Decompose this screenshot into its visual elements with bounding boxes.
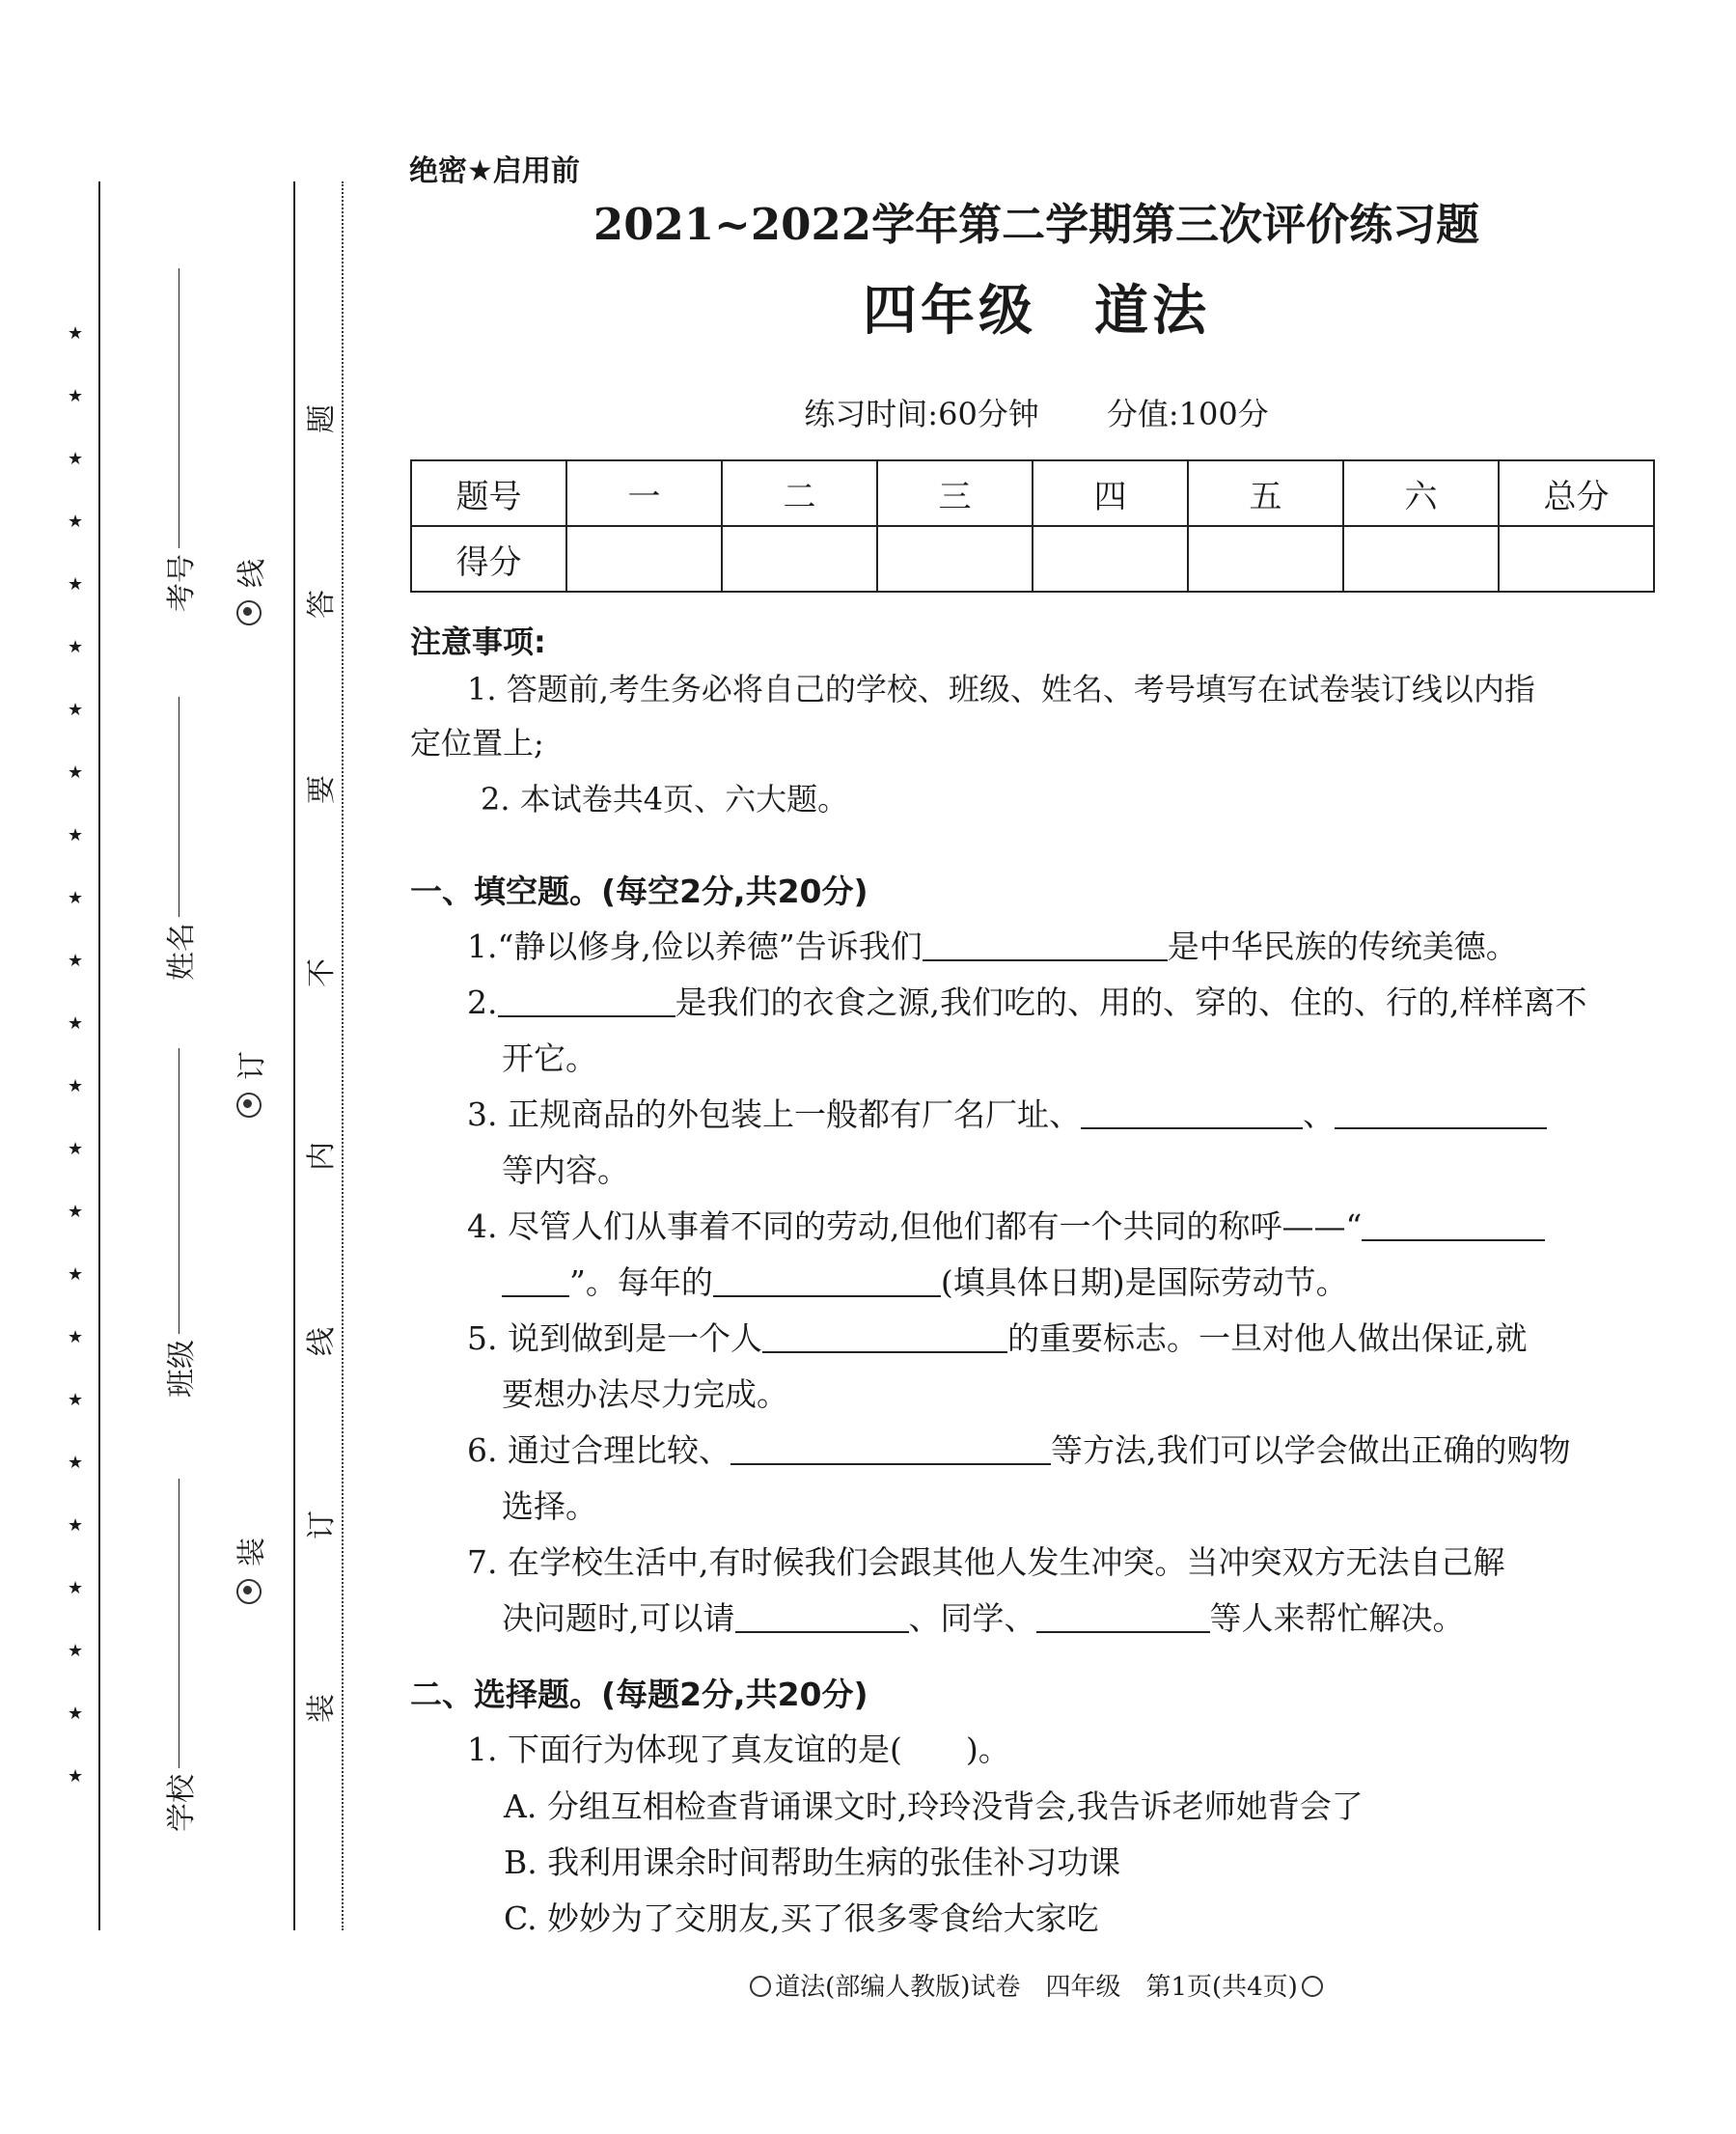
question-text: 等方法,我们可以学会做出正确的购物 xyxy=(1050,1431,1571,1469)
choice-question-1: 1. 下面行为体现了真友谊的是( )。 xyxy=(467,1731,1010,1768)
seal-char: 线 xyxy=(305,1327,339,1356)
page-footer xyxy=(409,1967,1664,2003)
field-label: 班级 xyxy=(165,1340,199,1398)
choice-option-c[interactable]: C. 妙妙为了交朋友,买了很多零食给大家吃 xyxy=(504,1899,1099,1937)
table-cell: 二 xyxy=(722,460,877,526)
question-text: 选择。 xyxy=(502,1487,597,1525)
class-field[interactable] xyxy=(154,1048,203,1403)
answer-blank[interactable] xyxy=(735,1598,909,1633)
star-icon: ★ xyxy=(68,1327,84,1347)
star-icon: ★ xyxy=(68,762,84,783)
star-icon: ★ xyxy=(68,888,84,908)
bind-mark-line xyxy=(228,552,270,625)
name-field[interactable] xyxy=(154,697,203,986)
notice-item-2: 2. 本试卷共4页、六大题。 xyxy=(481,781,849,818)
answer-blank[interactable] xyxy=(730,1430,1051,1465)
exam-total-score: 分值:100分 xyxy=(1106,396,1269,432)
score-cell[interactable] xyxy=(1499,526,1654,592)
question-text: 6. 通过合理比较、 xyxy=(467,1431,730,1469)
fill-question-1 xyxy=(467,919,1656,975)
star-icon: ★ xyxy=(68,825,84,845)
seal-char: 要 xyxy=(305,775,339,804)
fill-question-7 xyxy=(467,1535,1656,1647)
fill-question-6 xyxy=(467,1423,1656,1535)
choice-option-a[interactable]: A. 分组互相检查背诵课文时,玲玲没背会,我告诉老师她背会了 xyxy=(504,1788,1364,1825)
question-text: 、 xyxy=(1302,1095,1335,1133)
question-text: 、同学、 xyxy=(908,1599,1036,1637)
publisher-logo-icon xyxy=(236,1093,262,1118)
star-icon: ★ xyxy=(68,700,84,720)
question-text: 决问题时,可以请 xyxy=(502,1599,735,1637)
choice-option-b[interactable]: B. 我利用课余时间帮助生病的张佳补习功课 xyxy=(504,1843,1121,1881)
question-text: 是我们的衣食之源,我们吃的、用的、穿的、住的、行的,样样离不 xyxy=(675,984,1587,1021)
question-text: 7. 在学校生活中,有时候我们会跟其他人发生冲突。当冲突双方无法自己解 xyxy=(467,1543,1505,1581)
answer-blank[interactable] xyxy=(1036,1598,1210,1633)
star-icon: ★ xyxy=(68,1453,84,1473)
table-row xyxy=(411,526,1654,592)
question-text: (填具体日期)是国际劳动节。 xyxy=(940,1263,1348,1301)
publisher-logo-icon xyxy=(750,1976,771,1997)
field-label: 考号 xyxy=(165,554,199,612)
field-label: 姓名 xyxy=(165,923,199,981)
star-icon: ★ xyxy=(68,512,84,532)
table-cell: 五 xyxy=(1188,460,1343,526)
question-text: 等人来帮忙解决。 xyxy=(1209,1599,1465,1637)
exam-subtitle: 四年级 道法 xyxy=(863,279,1210,343)
question-text: 1.“静以修身,俭以养德”告诉我们 xyxy=(467,928,923,965)
question-text: 2. xyxy=(467,984,498,1021)
table-row xyxy=(411,460,1654,526)
table-cell: 题号 xyxy=(411,460,566,526)
bind-mark-text: 装 xyxy=(235,1538,269,1566)
question-text: 5. 说到做到是一个人 xyxy=(467,1319,762,1357)
seal-char: 订 xyxy=(305,1510,339,1539)
school-field[interactable] xyxy=(154,1479,203,1838)
fill-question-4 xyxy=(467,1199,1656,1311)
binding-line-dotted xyxy=(342,181,344,1930)
publisher-logo-icon xyxy=(236,1579,262,1604)
seal-char: 题 xyxy=(305,404,339,433)
star-icon: ★ xyxy=(68,1390,84,1410)
table-cell: 总分 xyxy=(1499,460,1654,526)
answer-blank[interactable] xyxy=(762,1318,1007,1353)
seal-char: 内 xyxy=(305,1142,339,1171)
publisher-logo-icon xyxy=(236,600,262,625)
star-icon: ★ xyxy=(68,1139,84,1159)
answer-blank[interactable] xyxy=(923,927,1168,961)
binding-line-inner xyxy=(293,181,295,1930)
bind-mark-text: 线 xyxy=(235,559,269,588)
seal-char: 不 xyxy=(305,958,339,987)
score-cell[interactable] xyxy=(1033,526,1188,592)
star-icon: ★ xyxy=(68,1704,84,1724)
exam-title: 2021~2022学年第二学期第三次评价练习题 xyxy=(592,199,1480,250)
question-text: 开它。 xyxy=(502,1039,597,1077)
publisher-logo-icon xyxy=(1302,1976,1323,1997)
answer-blank[interactable] xyxy=(1335,1095,1547,1129)
star-icon: ★ xyxy=(68,637,84,657)
star-icon: ★ xyxy=(68,1202,84,1222)
question-text: ”。每年的 xyxy=(569,1263,713,1301)
fill-question-3 xyxy=(467,1087,1656,1199)
table-cell: 一 xyxy=(566,460,722,526)
star-icon: ★ xyxy=(68,1264,84,1285)
star-icon: ★ xyxy=(68,574,84,595)
star-icon: ★ xyxy=(68,449,84,469)
star-icon: ★ xyxy=(68,1578,84,1598)
answer-blank[interactable] xyxy=(1081,1095,1303,1129)
star-icon: ★ xyxy=(68,1766,84,1787)
exam-number-field[interactable] xyxy=(154,268,203,618)
score-table xyxy=(410,459,1655,593)
fill-question-5 xyxy=(467,1311,1656,1423)
score-cell[interactable] xyxy=(566,526,722,592)
question-text: 的重要标志。一旦对他人做出保证,就 xyxy=(1006,1319,1528,1357)
notice-item-1: 1. 答题前,考生务必将自己的学校、班级、姓名、考号填写在试卷装订线以内指 xyxy=(467,671,1535,707)
exam-time: 练习时间:60分钟 xyxy=(804,396,1039,432)
binding-line-outer xyxy=(98,181,100,1930)
star-icon: ★ xyxy=(68,323,84,344)
section2-heading: 二、选择题。(每题2分,共20分) xyxy=(410,1676,868,1713)
seal-char: 答 xyxy=(305,590,339,619)
score-cell[interactable] xyxy=(722,526,877,592)
field-label: 学校 xyxy=(165,1774,199,1832)
bind-mark-bind xyxy=(228,1531,270,1604)
table-cell: 六 xyxy=(1343,460,1499,526)
table-cell: 三 xyxy=(877,460,1033,526)
star-icon: ★ xyxy=(68,1076,84,1096)
table-cell: 四 xyxy=(1033,460,1188,526)
star-icon: ★ xyxy=(68,951,84,971)
question-text: 是中华民族的传统美德。 xyxy=(1167,928,1518,965)
question-text: 3. 正规商品的外包装上一般都有厂名厂址、 xyxy=(467,1095,1081,1133)
score-cell[interactable] xyxy=(1343,526,1499,592)
answer-blank-cont[interactable] xyxy=(502,1262,569,1297)
seal-char: 装 xyxy=(305,1694,339,1723)
answer-blank[interactable] xyxy=(498,983,675,1017)
bind-mark-text: 订 xyxy=(235,1051,269,1080)
answer-blank[interactable] xyxy=(1362,1206,1545,1241)
star-icon: ★ xyxy=(68,1641,84,1661)
fill-question-2 xyxy=(467,975,1656,1087)
time-score-info xyxy=(409,390,1664,434)
bind-mark-staple xyxy=(228,1044,270,1118)
star-icon: ★ xyxy=(68,386,84,406)
score-cell[interactable] xyxy=(1188,526,1343,592)
question-text: 要想办法尽力完成。 xyxy=(502,1375,788,1413)
notice-item-1-cont: 定位置上; xyxy=(410,725,544,762)
question-text: 等内容。 xyxy=(502,1151,629,1189)
table-cell: 得分 xyxy=(411,526,566,592)
question-text: 4. 尽管人们从事着不同的劳动,但他们都有一个共同的称呼——“ xyxy=(467,1207,1363,1245)
star-icon: ★ xyxy=(68,1013,84,1034)
footer-text: 道法(部编人教版)试卷 四年级 第1页(共4页) xyxy=(775,1973,1298,2002)
top-secret-label: 绝密★启用前 xyxy=(409,154,580,188)
section1-heading: 一、填空题。(每空2分,共20分) xyxy=(410,873,868,910)
notice-heading: 注意事项: xyxy=(410,624,546,660)
star-icon: ★ xyxy=(68,1515,84,1536)
answer-blank[interactable] xyxy=(713,1262,941,1297)
score-cell[interactable] xyxy=(877,526,1033,592)
